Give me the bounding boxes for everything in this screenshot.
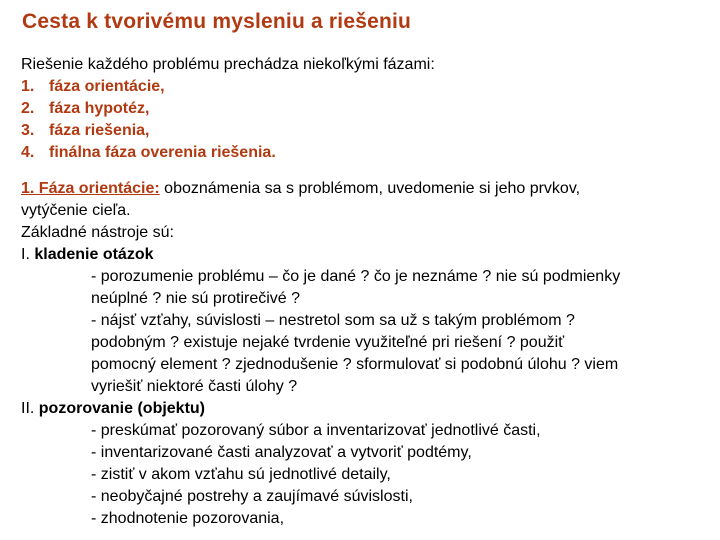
phase-text: finálna fáza overenia riešenia. — [49, 144, 276, 161]
bullet-line: - porozumenie problému – čo je dané ? čo je neznáme ? nie sú podmienky — [91, 268, 621, 285]
bullet-line: neúplné ? nie sú protirečivé ? — [91, 290, 301, 307]
bullet-line: - zhodnotenie pozorovania, — [91, 510, 285, 527]
bullet-line: pomocný element ? zjednodušenie ? sformulovať si podobnú úlohu ? viem — [91, 356, 619, 373]
section-heading: 1. Fáza orientácie: — [21, 180, 160, 197]
phase-item — [21, 142, 276, 164]
phase-item — [21, 120, 276, 142]
intro-text: Riešenie každého problému prechádza niekoľkými fázami: — [21, 56, 435, 73]
page-title: Cesta k tvorivému mysleniu a riešeniu — [22, 10, 412, 33]
bullet-line: podobným ? existuje nejaké tvrdenie využiteľné pri riešení ? použiť — [91, 334, 565, 351]
phase-number: 3. — [21, 122, 35, 139]
phase-number: 1. — [21, 78, 35, 95]
part-two-prefix: II. — [21, 400, 39, 417]
phase-number: 2. — [21, 100, 35, 117]
section-heading-rest: oboznámenia sa s problémom, uvedomenie si jeho prvkov, — [159, 180, 581, 197]
phase-text: fáza orientácie, — [49, 78, 165, 95]
phase-text: fáza hypotéz, — [49, 100, 150, 117]
phase-text: fáza riešenia, — [49, 122, 150, 139]
section-heading-line — [21, 178, 711, 200]
phase-list — [21, 76, 276, 164]
part-one-label: kladenie otázok — [34, 246, 154, 263]
phase-item — [21, 98, 276, 120]
phase-number: 4. — [21, 144, 35, 161]
part-one-heading — [21, 244, 711, 266]
bullet-line: - preskúmať pozorovaný súbor a inventarizovať jednotlivé časti, — [91, 422, 541, 439]
bullet-line: vyriešiť niektoré časti úlohy ? — [91, 378, 298, 395]
bullet-line: - nájsť vzťahy, súvislosti – nestretol som sa už s takým problémom ? — [91, 312, 575, 329]
bullet-line: - zistiť v akom vzťahu sú jednotlivé detaily, — [91, 466, 391, 483]
part-two-label: pozorovanie (objektu) — [38, 400, 206, 417]
part-one-prefix: I. — [21, 246, 35, 263]
tools-label: Základné nástroje sú: — [21, 224, 174, 241]
section-orientation — [21, 178, 711, 530]
part-two-heading — [21, 398, 711, 420]
phase-item — [21, 76, 276, 98]
section-line: vytýčenie cieľa. — [21, 202, 131, 219]
bullet-line: - neobyčajné postrehy a zaujímavé súvislosti, — [91, 488, 413, 505]
bullet-line: - inventarizované časti analyzovať a vytvoriť podtémy, — [91, 444, 472, 461]
